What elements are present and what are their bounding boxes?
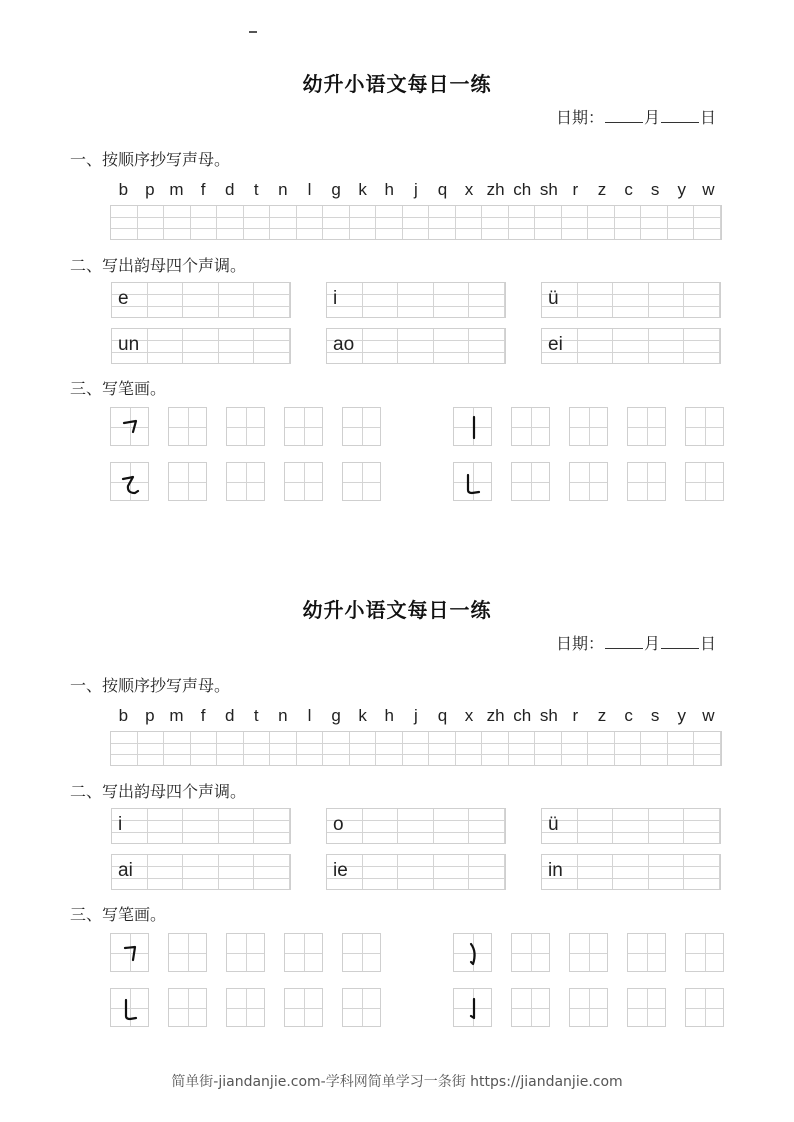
tianzige-box[interactable] — [284, 462, 323, 501]
vowel-cell[interactable] — [398, 855, 434, 889]
day-label: 日 — [700, 108, 717, 127]
grid-cell[interactable] — [482, 732, 509, 765]
tianzige-box[interactable] — [685, 988, 724, 1027]
grid-cell[interactable] — [641, 732, 668, 765]
tianzige-box[interactable] — [453, 988, 492, 1027]
initial: p — [145, 706, 155, 725]
date-field — [556, 105, 716, 128]
tianzige-box[interactable] — [168, 933, 207, 972]
vowel-cell[interactable] — [649, 283, 685, 317]
vowel-cell[interactable] — [613, 809, 649, 843]
vowel-label: ao — [333, 334, 355, 355]
vowel-cell[interactable] — [363, 283, 399, 317]
vowel-label: ai — [118, 860, 133, 881]
initial: y — [677, 180, 687, 199]
grid-cell[interactable] — [297, 206, 324, 239]
initial: sh — [539, 706, 558, 725]
grid-cell[interactable] — [403, 732, 430, 765]
guide-line — [112, 820, 290, 821]
grid-cell[interactable] — [509, 206, 536, 239]
initial: q — [437, 180, 448, 199]
stroke-shuwan2-icon — [111, 989, 150, 1028]
grid-cell[interactable] — [482, 206, 509, 239]
tianzige-box[interactable] — [685, 462, 724, 501]
section-2-heading: 二、写出韵母四个声调。 — [70, 256, 247, 275]
stroke-shu-icon — [454, 408, 493, 447]
month-blank[interactable] — [605, 636, 643, 649]
tianzige-box[interactable] — [168, 407, 207, 446]
initial: zh — [486, 706, 505, 725]
grid-cell[interactable] — [588, 206, 615, 239]
initial: y — [677, 706, 687, 725]
tianzige-box[interactable] — [110, 988, 149, 1027]
grid-cell[interactable] — [668, 206, 695, 239]
guide-line — [327, 866, 505, 867]
vowel-cell[interactable] — [398, 329, 434, 363]
stroke-shugou-icon — [454, 989, 493, 1028]
tianzige-box[interactable] — [226, 462, 265, 501]
grid-cell[interactable] — [615, 206, 642, 239]
initial: n — [278, 706, 288, 725]
initial: j — [413, 706, 418, 725]
initial: x — [464, 180, 474, 199]
vowel-cell[interactable] — [578, 809, 614, 843]
vowel-cell[interactable] — [684, 329, 720, 363]
vowel-cell[interactable] — [469, 855, 505, 889]
initial: q — [437, 706, 448, 725]
vowel-label: ü — [548, 288, 559, 309]
vowel-cell[interactable] — [219, 283, 255, 317]
guide-line — [327, 306, 505, 307]
guide-line — [542, 866, 720, 867]
vowel-cell[interactable] — [254, 283, 290, 317]
initial: s — [650, 180, 660, 199]
initial: z — [597, 180, 607, 199]
tianzige-box[interactable] — [284, 988, 323, 1027]
tianzige-box[interactable] — [453, 933, 492, 972]
guide-line — [542, 878, 720, 879]
initial: z — [597, 706, 607, 725]
vowel-cell[interactable] — [434, 283, 470, 317]
vowel-cell[interactable] — [219, 329, 255, 363]
grid-cell[interactable] — [164, 206, 191, 239]
tianzige-box[interactable] — [342, 988, 381, 1027]
grid-cell[interactable] — [217, 206, 244, 239]
tianzige-box[interactable] — [453, 407, 492, 446]
grid-cell[interactable] — [323, 732, 350, 765]
vowel-cell[interactable] — [148, 283, 184, 317]
initial: l — [307, 180, 312, 199]
grid-cell[interactable] — [376, 732, 403, 765]
vowel-label: e — [118, 288, 129, 309]
date-field — [556, 631, 716, 654]
guide-line — [111, 754, 721, 755]
tianzige-box[interactable] — [342, 407, 381, 446]
grid-cell[interactable] — [297, 732, 324, 765]
grid-cell[interactable] — [111, 732, 138, 765]
month-label: 月 — [644, 634, 661, 653]
initial: m — [169, 180, 184, 199]
guide-line — [112, 294, 290, 295]
tianzige-box[interactable] — [627, 407, 666, 446]
tianzige-box[interactable] — [226, 407, 265, 446]
initial: h — [384, 706, 394, 725]
initial: t — [253, 180, 259, 199]
tianzige-box[interactable] — [284, 407, 323, 446]
worksheet-1 — [0, 0, 794, 520]
vowel-label: i — [118, 814, 123, 835]
vowel-cell[interactable] — [363, 855, 399, 889]
initial: t — [253, 706, 259, 725]
day-blank[interactable] — [661, 110, 699, 123]
stroke-shuwan-icon — [454, 463, 493, 502]
guide-line — [327, 820, 505, 821]
section-1-heading: 一、按顺序抄写声母。 — [70, 150, 231, 169]
vowel-writing-box[interactable] — [111, 282, 291, 318]
day-label: 日 — [700, 634, 717, 653]
stroke-hengzhe2-icon — [111, 934, 150, 973]
initial: ch — [513, 706, 532, 725]
grid-cell[interactable] — [456, 206, 483, 239]
grid-cell[interactable] — [429, 732, 456, 765]
initial: s — [650, 706, 660, 725]
vowel-cell[interactable] — [578, 855, 614, 889]
grid-cell[interactable] — [350, 206, 377, 239]
grid-cell[interactable] — [191, 206, 218, 239]
vowel-cell[interactable] — [148, 329, 184, 363]
vowel-label: i — [333, 288, 338, 309]
vowel-writing-box[interactable] — [326, 854, 506, 890]
grid-cell[interactable] — [615, 732, 642, 765]
vowel-writing-box[interactable] — [541, 854, 721, 890]
grid-cell[interactable] — [509, 732, 536, 765]
vowel-cell[interactable] — [183, 855, 219, 889]
vowel-writing-box[interactable] — [326, 328, 506, 364]
initial: n — [278, 180, 288, 199]
vowel-cell[interactable] — [578, 329, 614, 363]
vowel-cell[interactable] — [254, 329, 290, 363]
initial: f — [200, 706, 206, 725]
guide-line — [542, 340, 720, 341]
tianzige-box[interactable] — [342, 933, 381, 972]
grid-cell[interactable] — [244, 732, 271, 765]
date-label: 日期： — [556, 634, 605, 653]
tianzige-box[interactable] — [110, 462, 149, 501]
initial: x — [464, 706, 474, 725]
pinyin-writing-grid[interactable] — [110, 205, 722, 240]
initial: f — [200, 180, 206, 199]
grid-cell[interactable] — [323, 206, 350, 239]
tianzige-box[interactable] — [110, 407, 149, 446]
vowel-writing-box[interactable] — [111, 854, 291, 890]
vowel-cell[interactable] — [183, 329, 219, 363]
tianzige-box[interactable] — [342, 462, 381, 501]
vowel-cell[interactable] — [684, 855, 720, 889]
initial: g — [331, 706, 341, 725]
initial: r — [572, 180, 579, 199]
vowel-cell[interactable] — [398, 809, 434, 843]
tianzige-box[interactable] — [627, 462, 666, 501]
guide-line — [327, 832, 505, 833]
vowel-cell[interactable] — [434, 809, 470, 843]
grid-cell[interactable] — [694, 206, 721, 239]
vowel-cell[interactable] — [469, 329, 505, 363]
vowel-cell[interactable] — [254, 855, 290, 889]
section-3-heading: 三、写笔画。 — [70, 905, 167, 924]
tianzige-box[interactable] — [511, 933, 550, 972]
vowel-label: o — [333, 814, 344, 835]
vowel-cell[interactable] — [649, 329, 685, 363]
vowel-cell[interactable] — [613, 283, 649, 317]
tianzige-box[interactable] — [110, 933, 149, 972]
pinyin-writing-grid[interactable] — [110, 731, 722, 766]
vowel-writing-box[interactable] — [541, 808, 721, 844]
grid-cell[interactable] — [244, 206, 271, 239]
initial: j — [413, 180, 418, 199]
vowel-cell[interactable] — [183, 809, 219, 843]
vowel-cell[interactable] — [183, 283, 219, 317]
vowel-cell[interactable] — [398, 283, 434, 317]
vowel-writing-box[interactable] — [111, 808, 291, 844]
tianzige-box[interactable] — [511, 988, 550, 1027]
tianzige-box[interactable] — [569, 988, 608, 1027]
initial: sh — [539, 180, 558, 199]
tianzige-box[interactable] — [226, 933, 265, 972]
guide-line — [327, 878, 505, 879]
day-blank[interactable] — [661, 636, 699, 649]
guide-line — [542, 294, 720, 295]
vowel-cell[interactable] — [148, 809, 184, 843]
initial: g — [331, 180, 341, 199]
initial: w — [702, 180, 715, 199]
footer-watermark: 简单街-jiandanjie.com-学科网简单学习一条街 https://jiandanjie.com — [171, 1074, 623, 1090]
tianzige-box[interactable] — [627, 988, 666, 1027]
vowel-cell[interactable] — [434, 329, 470, 363]
initial: k — [358, 180, 367, 199]
grid-cell[interactable] — [376, 206, 403, 239]
stroke-hengzhe-icon — [111, 408, 150, 447]
vowel-cell[interactable] — [613, 329, 649, 363]
vowel-cell[interactable] — [219, 809, 255, 843]
grid-cell[interactable] — [694, 732, 721, 765]
worksheet-title: 幼升小语文每日一练 — [302, 72, 492, 96]
date-label: 日期： — [556, 108, 605, 127]
vowel-cell[interactable] — [148, 855, 184, 889]
vowel-writing-box[interactable] — [326, 282, 506, 318]
tianzige-box[interactable] — [168, 988, 207, 1027]
initial: b — [118, 706, 129, 725]
grid-cell[interactable] — [138, 732, 165, 765]
guide-line — [111, 743, 721, 744]
guide-line — [542, 832, 720, 833]
tianzige-box[interactable] — [569, 462, 608, 501]
grid-cell[interactable] — [164, 732, 191, 765]
initial: p — [145, 180, 155, 199]
initial: zh — [486, 180, 505, 199]
guide-line — [111, 228, 721, 229]
grid-cell[interactable] — [456, 732, 483, 765]
grid-cell[interactable] — [535, 732, 562, 765]
vowel-writing-box[interactable] — [541, 328, 721, 364]
guide-line — [542, 352, 720, 353]
guide-line — [112, 878, 290, 879]
grid-cell[interactable] — [562, 732, 589, 765]
vowel-writing-box[interactable] — [111, 328, 291, 364]
month-blank[interactable] — [605, 110, 643, 123]
vowel-cell[interactable] — [578, 283, 614, 317]
vowel-cell[interactable] — [684, 283, 720, 317]
vowel-label: ei — [548, 334, 563, 355]
tianzige-box[interactable] — [284, 933, 323, 972]
tianzige-box[interactable] — [226, 988, 265, 1027]
initial: ch — [513, 180, 532, 199]
grid-cell[interactable] — [668, 732, 695, 765]
tianzige-box[interactable] — [511, 407, 550, 446]
tianzige-box[interactable] — [569, 407, 608, 446]
vowel-cell[interactable] — [469, 809, 505, 843]
worksheet-2 — [0, 526, 794, 1046]
stroke-hengzhewan-icon — [111, 463, 150, 502]
guide-line — [112, 306, 290, 307]
stroke-wangou-icon — [454, 934, 493, 973]
guide-line — [112, 832, 290, 833]
guide-line — [111, 217, 721, 218]
vowel-writing-box[interactable] — [326, 808, 506, 844]
month-label: 月 — [644, 108, 661, 127]
vowel-label: un — [118, 334, 140, 355]
tianzige-box[interactable] — [168, 462, 207, 501]
guide-line — [542, 820, 720, 821]
initial: l — [307, 706, 312, 725]
vowel-cell[interactable] — [363, 329, 399, 363]
vowel-cell[interactable] — [649, 809, 685, 843]
section-2-heading: 二、写出韵母四个声调。 — [70, 782, 247, 801]
grid-cell[interactable] — [562, 206, 589, 239]
initial: d — [224, 706, 235, 725]
grid-cell[interactable] — [270, 732, 297, 765]
grid-cell[interactable] — [270, 206, 297, 239]
grid-cell[interactable] — [350, 732, 377, 765]
guide-line — [112, 866, 290, 867]
grid-cell[interactable] — [217, 732, 244, 765]
initial: w — [702, 706, 715, 725]
vowel-cell[interactable] — [434, 855, 470, 889]
vowel-cell[interactable] — [254, 809, 290, 843]
vowel-cell[interactable] — [613, 855, 649, 889]
vowel-cell[interactable] — [684, 809, 720, 843]
guide-line — [542, 306, 720, 307]
initials-row — [110, 180, 722, 200]
tianzige-box[interactable] — [569, 933, 608, 972]
initial: k — [358, 706, 367, 725]
vowel-label: in — [548, 860, 563, 881]
vowel-cell[interactable] — [649, 855, 685, 889]
vowel-writing-box[interactable] — [541, 282, 721, 318]
grid-cell[interactable] — [111, 206, 138, 239]
grid-cell[interactable] — [403, 206, 430, 239]
worksheet-title: 幼升小语文每日一练 — [302, 598, 492, 622]
vowel-cell[interactable] — [219, 855, 255, 889]
initial: h — [384, 180, 394, 199]
initial: b — [118, 180, 129, 199]
tianzige-box[interactable] — [627, 933, 666, 972]
initial: c — [624, 706, 633, 725]
grid-cell[interactable] — [429, 206, 456, 239]
vowel-cell[interactable] — [363, 809, 399, 843]
initials-row — [110, 706, 722, 726]
grid-cell[interactable] — [191, 732, 218, 765]
initial: c — [624, 180, 633, 199]
tianzige-box[interactable] — [685, 407, 724, 446]
guide-line — [327, 294, 505, 295]
tianzige-box[interactable] — [685, 933, 724, 972]
tianzige-box[interactable] — [453, 462, 492, 501]
section-1-heading: 一、按顺序抄写声母。 — [70, 676, 231, 695]
grid-cell[interactable] — [138, 206, 165, 239]
vowel-label: ie — [333, 860, 348, 881]
initial: m — [169, 706, 184, 725]
vowel-label: ü — [548, 814, 559, 835]
section-3-heading: 三、写笔画。 — [70, 379, 167, 398]
tianzige-box[interactable] — [511, 462, 550, 501]
vowel-cell[interactable] — [469, 283, 505, 317]
initial: r — [572, 706, 579, 725]
initial: d — [224, 180, 235, 199]
grid-cell[interactable] — [641, 206, 668, 239]
grid-cell[interactable] — [588, 732, 615, 765]
grid-cell[interactable] — [535, 206, 562, 239]
